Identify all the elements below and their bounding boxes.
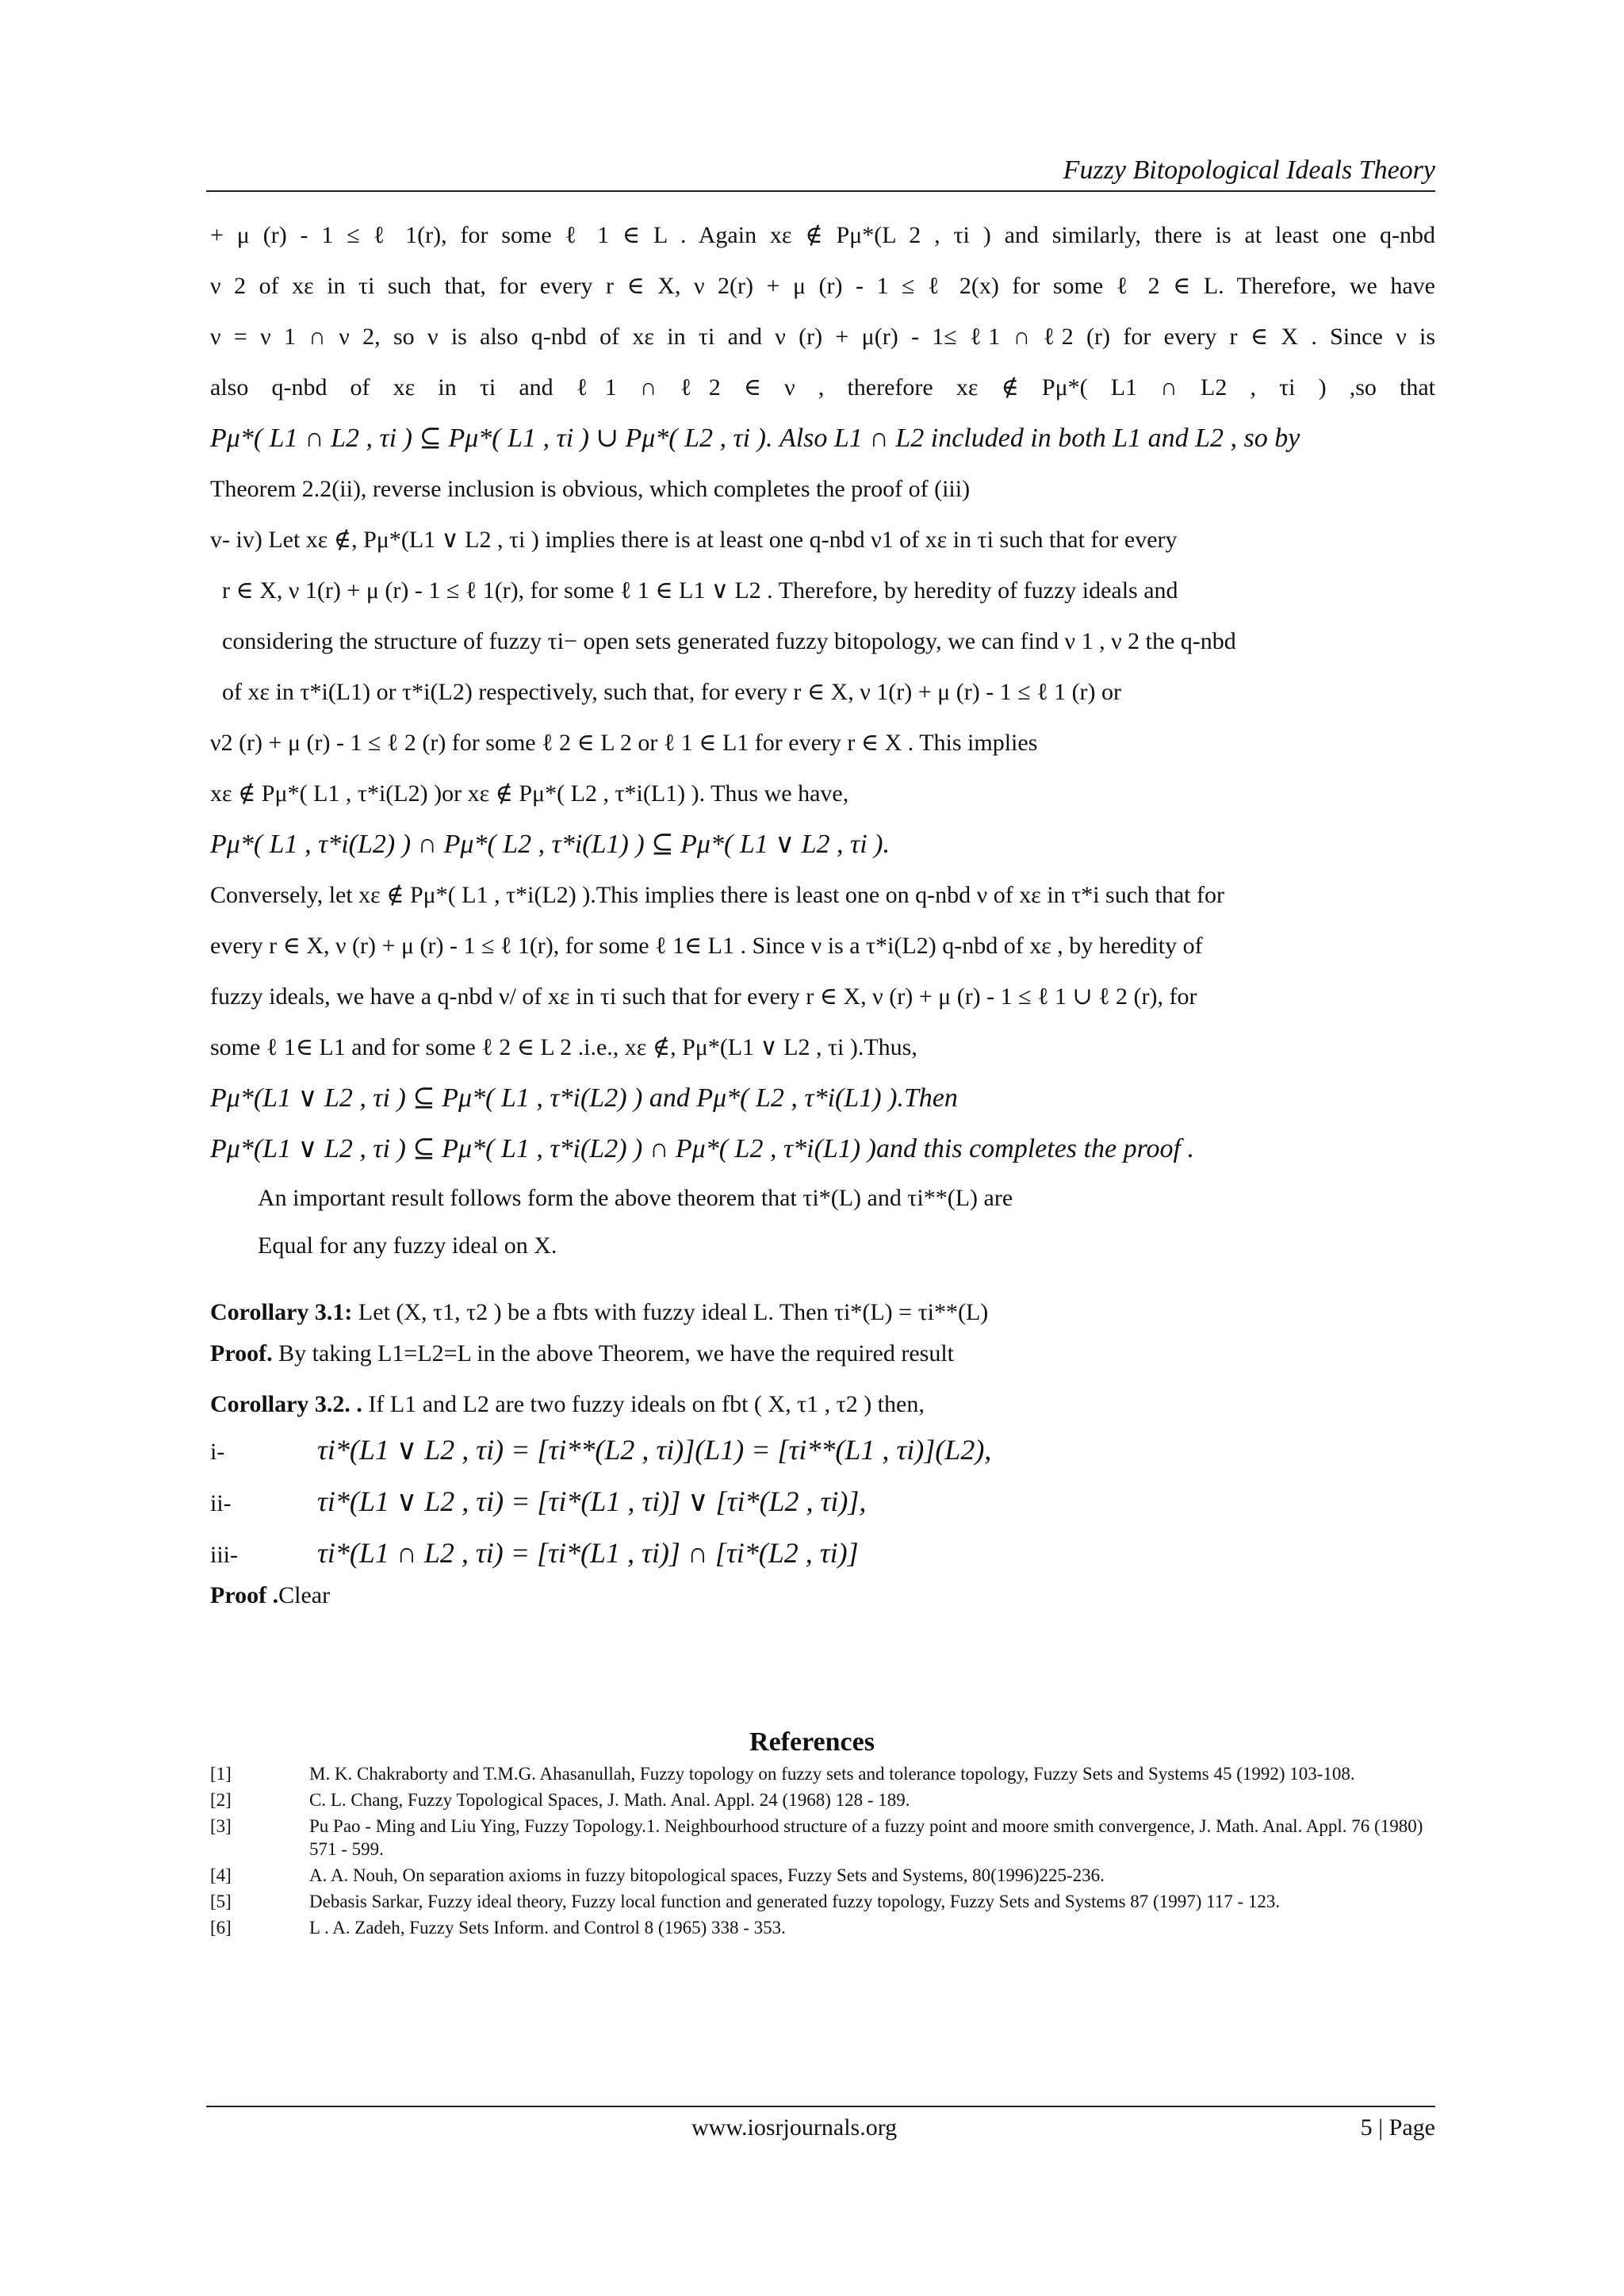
text-line: ν 2 of xε in τi such that, for every r ∈ X, ν 2(r) + μ (r) - 1 ≤ ℓ 2(x) for some ℓ 2 ∈ L. Therefore, we have [210,273,1435,299]
reference-item [210,1762,1435,1785]
reference-item [210,1916,1435,1939]
proof-text: Clear [278,1582,331,1608]
text-line: of xε in τ*i(L1) or τ*i(L2) respectively, such that, for every r ∈ X, ν 1(r) + μ (r) - 1 ≤ ℓ 1 (r) or [222,679,1122,705]
reference-text: A. A. Nouh, On separation axioms in fuzzy bitopological spaces, Fuzzy Sets and Systems, 80(1996)225-236. [309,1865,1105,1885]
main-text [210,210,1435,1612]
spacer [210,1270,1435,1292]
proof-line [210,1580,1435,1612]
text-line: every r ∈ X, ν (r) + μ (r) - 1 ≤ ℓ 1(r), for some ℓ 1∈ L1 . Since ν is a τ*i(L2) q-nbd of xε , by heredity of [210,933,1203,959]
text-line: r ∈ X, ν 1(r) + μ (r) - 1 ≤ ℓ 1(r), for some ℓ 1 ∈ L1 ∨ L2 . Therefore, by heredity of fuzzy ideals and [222,577,1178,604]
reference-text: M. K. Chakraborty and T.M.G. Ahasanullah, Fuzzy topology on fuzzy sets and tolerance topology, Fuzzy Sets and Systems 45 (1992) 103-108. [309,1764,1355,1784]
list-item [210,1528,1435,1580]
reference-number: [1] [210,1764,232,1784]
reference-number: [6] [210,1918,232,1938]
proof-label: Proof . [210,1582,279,1608]
reference-text: Debasis Sarkar, Fuzzy ideal theory, Fuzzy local function and generated fuzzy topology, Fuzzy Sets and Systems 87 (1997) 117 - 123. [309,1892,1281,1911]
text-line: v- iv) Let xε ∉, Pμ*(L1 ∨ L2 , τi ) implies there is at least one q-nbd ν1 of xε in τi such that for every [210,527,1178,553]
item-number: i- [210,1439,225,1465]
reference-item [210,1864,1435,1887]
reference-item [210,1788,1435,1811]
references-list [210,1762,1435,1942]
text-line: some ℓ 1∈ L1 and for some ℓ 2 ∈ L 2 .i.e., xε ∉, Pμ*(L1 ∨ L2 , τi ).Thus, [210,1034,917,1060]
header-divider [206,190,1435,192]
reference-item [210,1815,1435,1861]
text-line: Conversely, let xε ∉ Pμ*( L1 , τ*i(L2) ).This implies there is least one on q-nbd ν of xε in τ*i such that for [210,882,1224,908]
reference-number: [2] [210,1790,232,1810]
list-item [210,1425,1435,1477]
footer-url: www.iosrjournals.org [691,2114,898,2141]
note-line: Equal for any fuzzy ideal on X. [258,1232,557,1259]
text-line: Pμ*( L1 , τ*i(L2) ) ∩ Pμ*( L2 , τ*i(L1) ) ⊆ Pμ*( L1 ∨ L2 , τi ). [210,830,890,859]
corollary-3-2 [210,1384,1435,1425]
reference-text: C. L. Chang, Fuzzy Topological Spaces, J. Math. Anal. Appl. 24 (1968) 128 - 189. [309,1790,910,1810]
list-item [210,1477,1435,1528]
text-line: Pμ*(L1 ∨ L2 , τi ) ⊆ Pμ*( L1 , τ*i(L2) ) and Pμ*( L2 , τ*i(L1) ).Then [210,1083,958,1113]
footer-divider [206,2106,1435,2107]
text-line: xε ∉ Pμ*( L1 , τ*i(L2) )or xε ∉ Pμ*( L2 , τ*i(L1) ). Thus we have, [210,780,849,807]
reference-text: L . A. Zadeh, Fuzzy Sets Inform. and Control 8 (1965) 338 - 353. [309,1918,786,1938]
reference-number: [5] [210,1892,232,1911]
reference-number: [3] [210,1816,232,1836]
text-line: + μ (r) - 1 ≤ ℓ 1(r), for some ℓ 1 ∈ L . Again xε ∉ Pμ*(L 2 , τi ) and similarly, there is at least one q-nbd [210,222,1435,248]
item-number: iii- [210,1542,238,1568]
text-line: also q-nbd of xε in τi and ℓ1 ∩ ℓ2 ∈ ν , therefore xε ∉ Pμ*( L1 ∩ L2 , τi ) ,so that [210,374,1435,401]
text-line: considering the structure of fuzzy τi− open sets generated fuzzy bitopology, we can find ν 1 , ν 2 the q-nbd [222,628,1236,654]
note-line: An important result follows form the above theorem that τi*(L) and τi**(L) are [258,1185,1013,1211]
proof-line [210,1333,1435,1374]
reference-number: [4] [210,1865,232,1885]
reference-item [210,1890,1435,1913]
corollary-3-1 [210,1292,1435,1333]
references-heading: References [749,1727,875,1757]
proof-text: By taking L1=L2=L in the above Theorem, we have the required result [272,1340,955,1366]
equation: τi*(L1 ∨ L2 , τi) = [τi**(L2 , τi)](L1) = [τi**(L1 , τi)](L2), [317,1434,992,1466]
corollary-label: Corollary 3.1: [210,1299,353,1325]
text-line: Theorem 2.2(ii), reverse inclusion is obvious, which completes the proof of (iii) [210,476,971,502]
text-line: fuzzy ideals, we have a q-nbd ν/ of xε in τi such that for every r ∈ X, ν (r) + μ (r) - 1 ≤ ℓ 1 ∪ ℓ 2 (r), for [210,983,1197,1010]
spacer [210,1374,1435,1384]
text-line: Pμ*( L1 ∩ L2 , τi ) ⊆ Pμ*( L1 , τi ) ∪ Pμ*( L2 , τi ). Also L1 ∩ L2 included in both L1 and L2 , so by [210,424,1300,453]
reference-text: Pu Pao - Ming and Liu Ying, Fuzzy Topology.1. Neighbourhood structure of a fuzzy point and moore smith convergence, J. Math. Anal. Appl. 76 (1980) 571 - 599. [309,1816,1423,1859]
equation: τi*(L1 ∩ L2 , τi) = [τi*(L1 , τi)] ∩ [τi*(L2 , τi)] [317,1537,859,1569]
text-line: ν = ν 1 ∩ ν 2, so ν is also q-nbd of xε in τi and ν (r) + μ(r) - 1≤ ℓ1 ∩ ℓ2 (r) for every r ∈ X . Since ν is [210,324,1435,350]
text-line: ν2 (r) + μ (r) - 1 ≤ ℓ 2 (r) for some ℓ 2 ∈ L 2 or ℓ 1 ∈ L1 for every r ∈ X . This implies [210,730,1038,756]
equation: τi*(L1 ∨ L2 , τi) = [τi*(L1 , τi)] ∨ [τi*(L2 , τi)], [317,1485,867,1517]
corollary-text: If L1 and L2 are two fuzzy ideals on fbt ( X, τ1 , τ2 ) then, [362,1391,925,1417]
text-line: Pμ*(L1 ∨ L2 , τi ) ⊆ Pμ*( L1 , τ*i(L2) ) ∩ Pμ*( L2 , τ*i(L1) )and this completes the proof . [210,1134,1194,1163]
running-header: Fuzzy Bitopological Ideals Theory [1063,155,1435,185]
proof-label: Proof. [210,1340,273,1366]
corollary-label: Corollary 3.2. . [210,1391,362,1417]
item-number: ii- [210,1490,232,1516]
corollary-text: Let (X, τ1, τ2 ) be a fbts with fuzzy ideal L. Then τi*(L) = τi**(L) [352,1299,989,1325]
page-number: 5 | Page [1360,2114,1435,2141]
